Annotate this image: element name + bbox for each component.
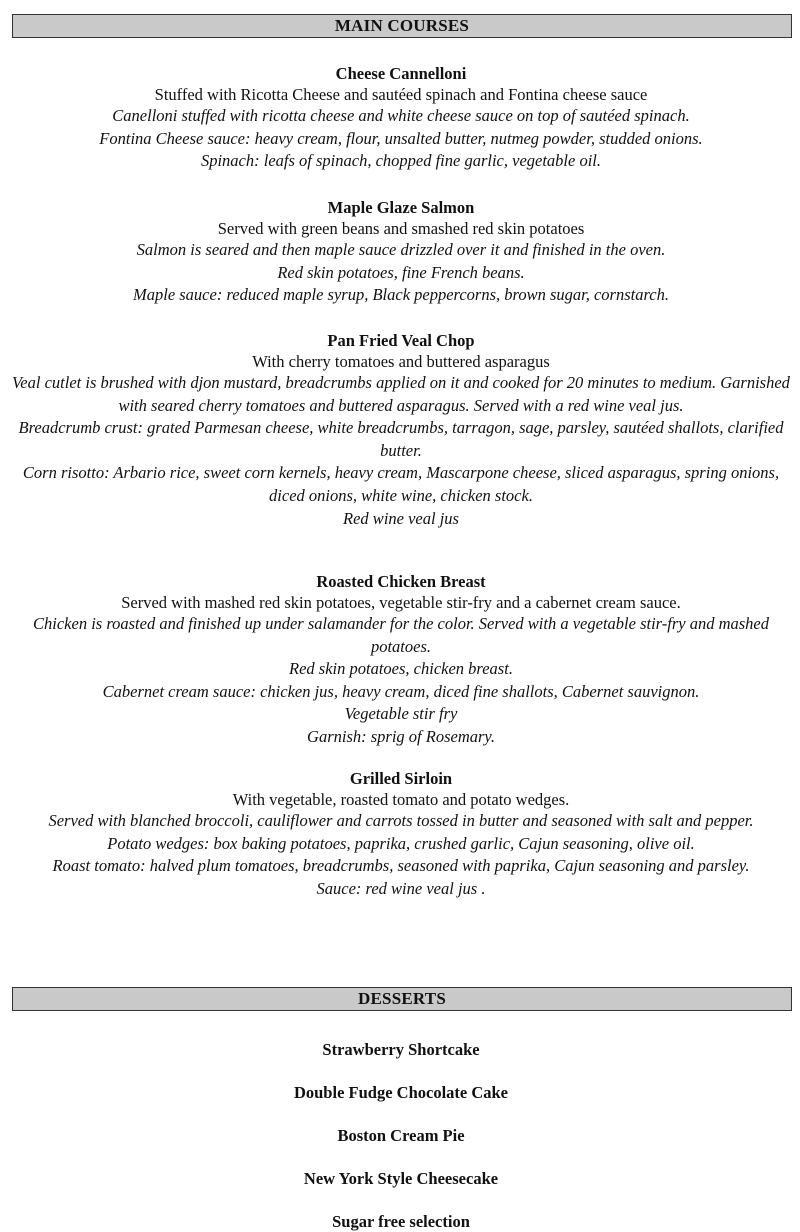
dish-description (12, 239, 790, 307)
dish-description (12, 372, 790, 530)
menu-item-grilled-sirloin (12, 769, 790, 900)
dessert-item-double-fudge-chocolate-cake: Double Fudge Chocolate Cake (293, 1083, 509, 1102)
dish-detail: Spinach: leafs of spinach, chopped fine garlic, vegetable oil. (200, 151, 602, 171)
dish-detail: Breadcrumb crust: grated Parmesan cheese, white breadcrumbs, tarragon, sage, parsley, sautéed shallots, clarified butter. (18, 418, 784, 460)
dish-subtitle: With vegetable, roasted tomato and potato wedges. (232, 790, 570, 809)
dish-name: Pan Fried Veal Chop (327, 331, 475, 350)
dish-detail: Chicken is roasted and finished up under salamander for the color. Served with a vegetable stir-fry and mashed potatoes. (33, 614, 769, 656)
menu-item-cheese-cannelloni (12, 64, 790, 173)
dish-detail: Red skin potatoes, chicken breast. (289, 659, 513, 679)
dish-detail: Roast tomato: halved plum tomatoes, breadcrumbs, seasoned with paprika, Cajun seasoning and parsley. (52, 856, 750, 876)
dish-detail: Red wine veal jus (343, 508, 459, 528)
dish-description (12, 810, 790, 900)
dish-subtitle: Served with mashed red skin potatoes, vegetable stir-fry and a cabernet cream sauce. (121, 593, 681, 612)
dish-subtitle: With cherry tomatoes and buttered asparagus (252, 352, 550, 371)
dish-subtitle: Stuffed with Ricotta Cheese and sautéed spinach and Fontina cheese sauce (154, 85, 648, 104)
dish-name: Roasted Chicken Breast (316, 572, 486, 591)
dish-detail: Canelloni stuffed with ricotta cheese and white cheese sauce on top of sautéed spinach. (112, 106, 690, 125)
dish-description (12, 105, 790, 173)
dish-name: Grilled Sirloin (349, 769, 453, 788)
dish-description (12, 613, 790, 749)
dish-detail: Red skin potatoes, fine French beans. (277, 262, 525, 282)
desserts-header: DESSERTS (12, 987, 792, 1011)
dessert-item-sugar-free-selection: Sugar free selection (332, 1212, 470, 1231)
dish-name: Maple Glaze Salmon (327, 198, 475, 217)
dish-detail: Potato wedges: box baking potatoes, paprika, crushed garlic, Cajun seasoning, olive oil. (107, 833, 695, 853)
dessert-item-boston-cream-pie: Boston Cream Pie (337, 1126, 465, 1145)
dish-detail: Veal cutlet is brushed with djon mustard, breadcrumbs applied on it and cooked for 20 minutes to medium. Garnished with seared cherry tomatoes and buttered asparagus. Served with a red wine veal jus. (12, 373, 790, 415)
menu-item-maple-glaze-salmon (12, 198, 790, 307)
dish-detail: Corn risotto: Arbario rice, sweet corn kernels, heavy cream, Mascarpone cheese, sliced asparagus, spring onions, diced onions, white wine, chicken stock. (22, 463, 780, 505)
dish-detail: Salmon is seared and then maple sauce drizzled over it and finished in the oven. (136, 240, 666, 259)
dessert-item-strawberry-shortcake: Strawberry Shortcake (322, 1040, 480, 1059)
main-courses-header: MAIN COURSES (12, 14, 792, 38)
dish-detail: Maple sauce: reduced maple syrup, Black peppercorns, brown sugar, cornstarch. (132, 285, 669, 305)
menu-item-pan-fried-veal-chop (12, 331, 790, 530)
dish-detail: Vegetable stir fry (344, 704, 458, 724)
dessert-item-new-york-style-cheesecake: New York Style Cheesecake (303, 1169, 499, 1188)
dish-detail: Garnish: sprig of Rosemary. (307, 726, 495, 746)
dish-detail: Cabernet cream sauce: chicken jus, heavy cream, diced fine shallots, Cabernet sauvignon. (102, 681, 700, 701)
menu-item-roasted-chicken-breast (12, 572, 790, 749)
dish-subtitle: Served with green beans and smashed red skin potatoes (217, 219, 585, 238)
dish-detail: Served with blanched broccoli, cauliflower and carrots tossed in butter and seasoned with salt and pepper. (48, 811, 754, 830)
dish-detail: Fontina Cheese sauce: heavy cream, flour, unsalted butter, nutmeg powder, studded onions. (99, 128, 703, 148)
dish-detail: Sauce: red wine veal jus . (316, 878, 486, 898)
dish-name: Cheese Cannelloni (335, 64, 467, 83)
